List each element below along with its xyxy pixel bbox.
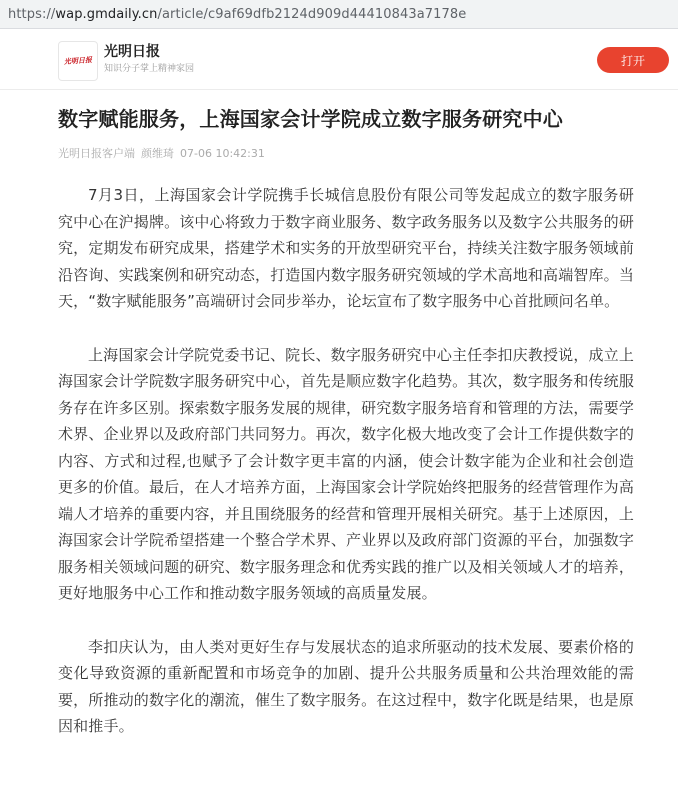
article-paragraph: 上海国家会计学院党委书记、院长、数字服务研究中心主任李扣庆教授说，成立上海国家会计学院数字服务研究中心，首先是顺应数字化趋势。其次，数字服务和传统服务存在许多区别。探索数字服务发展的规律，研究数字服务培育和管理的方法，需要学术界、企业界以及政府部门共同努力。再次，数字化极大地改变了会计工作提供数字的内容、方式和过程,也赋予了会计数字更丰富的内涵，使会计数字能为企业和社会创造更多的价值。最后，在人才培养方面，上海国家会计学院始终把服务的经营管理作为高端人才培养的重要内容，并且围绕服务的经营和管理开展相关研究。基于上述原因，上海国家会计学院希望搭建一个整合学术界、产业界以及政府部门资源的平台，加强数字服务相关领域问题的研究、数字服务理念和优秀实践的推广以及相关领域人才的培养，更好地服务中心工作和推动数字服务领域的高质量发展。 <box>58 345 634 602</box>
logo-wordmark: 光明日报 <box>63 55 93 66</box>
open-app-button[interactable]: 打开 <box>597 47 669 73</box>
brand-block <box>104 43 194 76</box>
article-source: 光明日报客户端 <box>58 147 135 160</box>
article-body <box>0 182 678 740</box>
article-time: 07-06 10:42:31 <box>180 147 265 160</box>
url-host: wap.gmdaily.cn <box>55 6 158 22</box>
url-path: /article/c9af69dfb2124d909d44410843a7178e <box>157 6 467 22</box>
app-name: 光明日报 <box>104 44 160 60</box>
app-slogan: 知识分子掌上精神家园 <box>104 64 195 74</box>
article-paragraph: 李扣庆认为，由人类对更好生存与发展状态的追求所驱动的技术发展、要素价格的变化导致资源的重新配置和市场竞争的加剧、提升公共服务质量和公共治理效能的需要，所推动的数字化的潮流，催生了数字服务。在这过程中，数字化既是结果，也是原因和推手。 <box>58 637 634 735</box>
url-scheme: https:// <box>8 6 56 22</box>
address-bar[interactable] <box>0 0 678 29</box>
article-paragraph: 7月3日，上海国家会计学院携手长城信息股份有限公司等发起成立的数字服务研究中心在沪揭牌。该中心将致力于数字商业服务、数字政务服务以及数字公共服务的研究，定期发布研究成果，搭建学术和实务的开放型研究平台，持续关注数字服务领域前沿咨询、实践案例和研究动态，打造国内数字服务研究领域的学术高地和高端智库。当天，“数字赋能服务”高端研讨会同步举办，论坛宣布了数字服务中心首批顾问名单。 <box>58 186 634 310</box>
article-title: 数字赋能服务，上海国家会计学院成立数字服务研究中心 <box>58 107 563 131</box>
app-download-banner <box>0 29 678 90</box>
article-meta <box>0 146 678 162</box>
article-author: 颜维琦 <box>141 147 174 160</box>
app-logo <box>58 41 98 81</box>
